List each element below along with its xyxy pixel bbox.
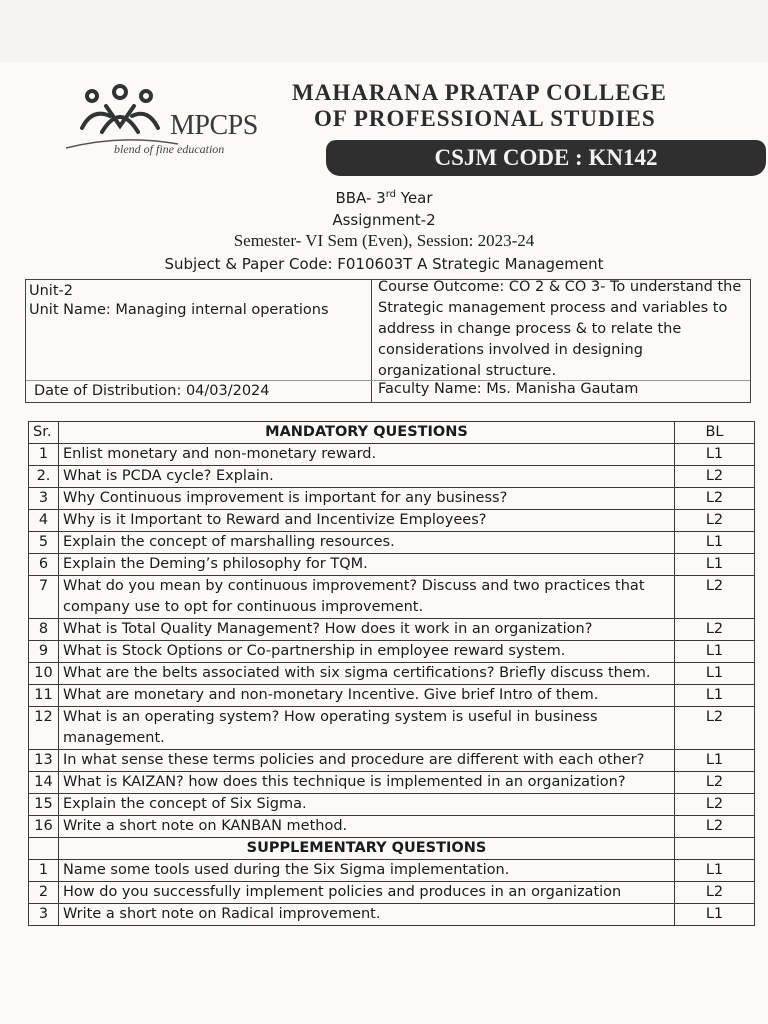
bloom-level: L2	[675, 619, 755, 641]
table-row	[29, 488, 755, 510]
bloom-level: L2	[675, 576, 755, 619]
bloom-level: L2	[675, 882, 755, 904]
table-row	[29, 576, 755, 619]
supplementary-title: SUPPLEMENTARY QUESTIONS	[59, 838, 675, 860]
question-text: What is Stock Options or Co-partnership in employee reward system.	[59, 641, 675, 663]
table-row	[29, 510, 755, 532]
table-row	[29, 532, 755, 554]
table-row	[29, 466, 755, 488]
mandatory-questions	[29, 444, 755, 838]
unit-name: Unit Name: Managing internal operations	[29, 302, 329, 318]
program-prefix: BBA- 3	[335, 189, 386, 207]
semester-line: Semester- VI Sem (Even), Session: 2023-24	[233, 231, 535, 250]
bloom-level: L2	[675, 466, 755, 488]
question-number: 10	[29, 663, 59, 685]
question-number: 6	[29, 554, 59, 576]
question-number: 15	[29, 794, 59, 816]
unit-box-divider	[371, 280, 372, 402]
logo-tagline: blend of fine education	[114, 142, 225, 156]
question-number: 2	[29, 882, 59, 904]
question-text: What are the belts associated with six sigma certifications? Briefly discuss them.	[59, 663, 675, 685]
supplementary-questions	[29, 860, 755, 926]
unit-info-box	[25, 279, 751, 403]
question-text: Name some tools used during the Six Sigma implementation.	[59, 860, 675, 882]
subject-line: Subject & Paper Code: F010603T A Strategic Management	[164, 255, 604, 273]
bloom-level: L2	[675, 488, 755, 510]
college-name-line1: MAHARANA PRATAP COLLEGE	[292, 80, 667, 105]
table-row	[29, 816, 755, 838]
college-name-line2: OF PROFESSIONAL STUDIES	[314, 106, 656, 131]
distribution-date: Date of Distribution: 04/03/2024	[34, 383, 270, 399]
table-row	[29, 707, 755, 750]
bloom-level: L1	[675, 685, 755, 707]
col-sr: Sr.	[29, 422, 59, 444]
table-row	[29, 663, 755, 685]
bloom-level: L2	[675, 510, 755, 532]
faculty-name: Faculty Name: Ms. Manisha Gautam	[378, 381, 639, 397]
question-text: How do you successfully implement policies and produces in an organization	[59, 882, 675, 904]
question-number: 16	[29, 816, 59, 838]
bloom-level: L1	[675, 860, 755, 882]
bloom-level: L2	[675, 772, 755, 794]
question-text: What is an operating system? How operating system is useful in business management.	[59, 707, 675, 750]
question-text: Write a short note on KANBAN method.	[59, 816, 675, 838]
col-bl: BL	[675, 422, 755, 444]
question-number: 5	[29, 532, 59, 554]
bloom-level: L1	[675, 444, 755, 466]
assignment-line: Assignment-2	[332, 211, 436, 229]
question-number: 1	[29, 860, 59, 882]
question-number: 3	[29, 904, 59, 926]
question-text: Why is it Important to Reward and Incentivize Employees?	[59, 510, 675, 532]
question-text: Write a short note on Radical improvement.	[59, 904, 675, 926]
question-text: What are monetary and non-monetary Incentive. Give brief Intro of them.	[59, 685, 675, 707]
program-sup: rd	[385, 189, 396, 200]
bloom-level: L1	[675, 554, 755, 576]
table-row	[29, 794, 755, 816]
bloom-level: L1	[675, 750, 755, 772]
table-header-row	[29, 422, 755, 444]
question-number: 2.	[29, 466, 59, 488]
supplementary-header-row	[29, 838, 755, 860]
bloom-level: L1	[675, 641, 755, 663]
table-row	[29, 641, 755, 663]
code-badge: CSJM CODE : KN142	[326, 140, 766, 176]
logo-text: MPCPS	[170, 110, 258, 141]
table-row	[29, 904, 755, 926]
question-text: What is Total Quality Management? How does it work in an organization?	[59, 619, 675, 641]
table-row	[29, 685, 755, 707]
question-number: 11	[29, 685, 59, 707]
question-number: 9	[29, 641, 59, 663]
question-text: In what sense these terms policies and procedure are different with each other?	[59, 750, 675, 772]
table-row	[29, 860, 755, 882]
table-row	[29, 444, 755, 466]
bloom-level: L1	[675, 532, 755, 554]
question-number: 1	[29, 444, 59, 466]
question-number: 8	[29, 619, 59, 641]
bloom-level: L1	[675, 663, 755, 685]
table-row	[29, 882, 755, 904]
program-line	[0, 189, 768, 207]
bloom-level: L2	[675, 794, 755, 816]
unit-number: Unit-2	[29, 283, 73, 299]
col-mandatory: MANDATORY QUESTIONS	[59, 422, 675, 444]
question-number: 4	[29, 510, 59, 532]
question-text: What do you mean by continuous improvement? Discuss and two practices that company use to opt for continuous improvement.	[59, 576, 675, 619]
college-name	[292, 80, 768, 132]
bloom-level: L2	[675, 707, 755, 750]
bloom-level: L1	[675, 904, 755, 926]
question-text: Explain the Deming’s philosophy for TQM.	[59, 554, 675, 576]
question-text: Enlist monetary and non-monetary reward.	[59, 444, 675, 466]
question-number: 13	[29, 750, 59, 772]
program-suffix: Year	[396, 189, 433, 207]
supplementary-section	[29, 838, 755, 860]
table-row	[29, 750, 755, 772]
question-number: 7	[29, 576, 59, 619]
course-outcome: Course Outcome: CO 2 & CO 3- To understand the Strategic management process and variables to address in change process & to relate the considerations involved in designing organizational structure.	[378, 279, 742, 379]
bloom-level: L2	[675, 816, 755, 838]
table-row	[29, 619, 755, 641]
questions-table	[28, 421, 755, 926]
question-number: 3	[29, 488, 59, 510]
college-logo	[62, 82, 277, 164]
question-number: 14	[29, 772, 59, 794]
question-text: Explain the concept of Six Sigma.	[59, 794, 675, 816]
question-text: What is PCDA cycle? Explain.	[59, 466, 675, 488]
question-text: Explain the concept of marshalling resources.	[59, 532, 675, 554]
table-row	[29, 772, 755, 794]
question-number: 12	[29, 707, 59, 750]
question-text: Why Continuous improvement is important for any business?	[59, 488, 675, 510]
table-row	[29, 554, 755, 576]
question-text: What is KAIZAN? how does this technique is implemented in an organization?	[59, 772, 675, 794]
